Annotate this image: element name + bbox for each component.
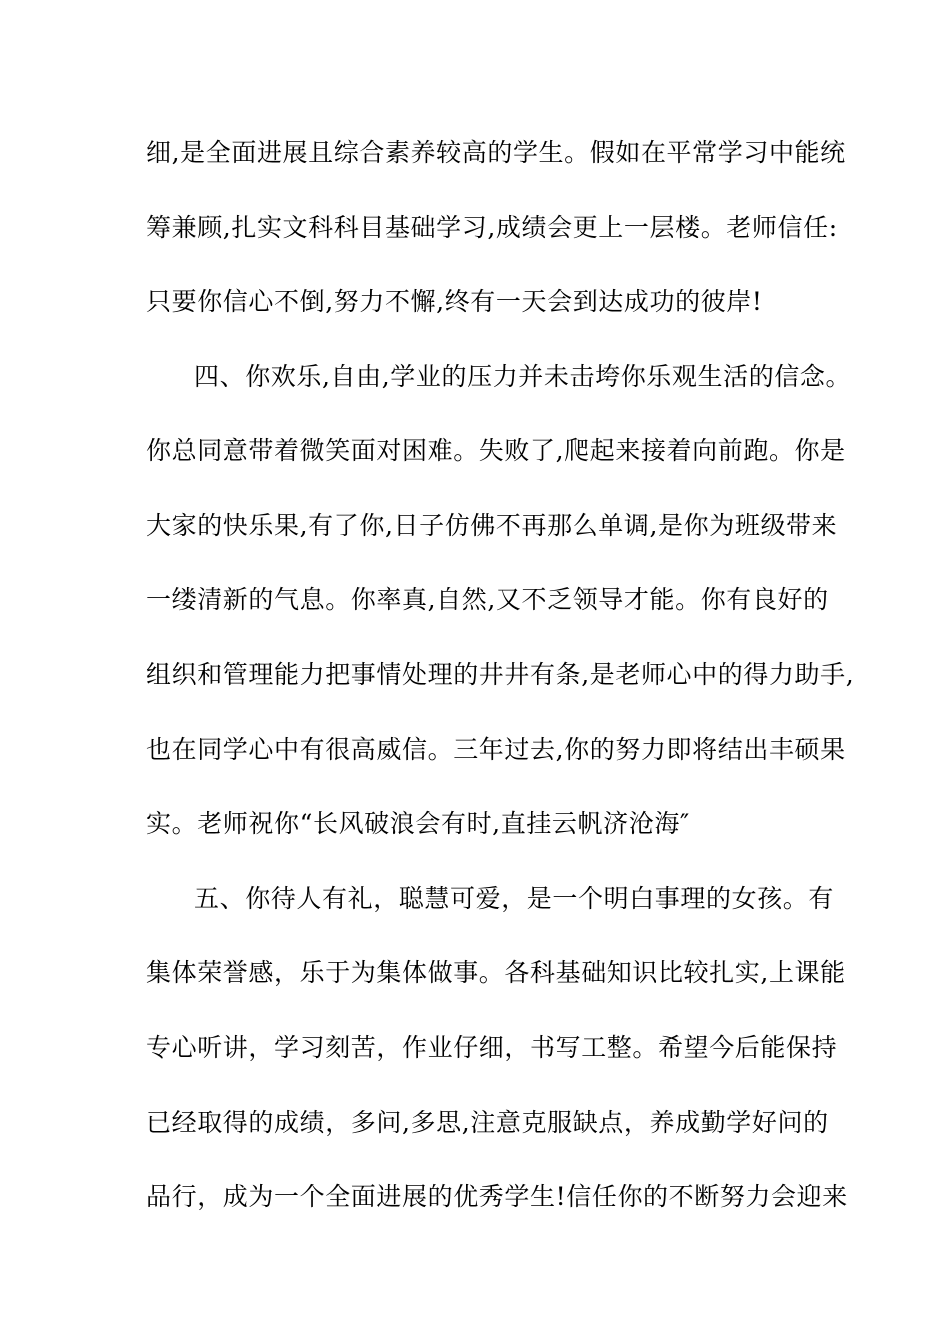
text-line: 筹兼顾,扎实文科科目基础学习,成绩会更上一层楼。老师信任: xyxy=(146,213,838,242)
text-line: 你总同意带着微笑面对困难。失败了,爬起来接着向前跑。你是 xyxy=(146,436,846,465)
text-line: 专心听讲，学习刻苦，作业仔细，书写工整。希望今后能保持 xyxy=(146,1033,838,1062)
text-line: 也在同学心中有很高威信。三年过去,你的努力即将结出丰硕果 xyxy=(146,735,846,764)
text-line: 实。老师祝你“长风破浪会有时,直挂云帆济沧海″ xyxy=(146,809,690,838)
text-line: 大家的快乐果,有了你,日子仿佛不再那么单调,是你为班级带来 xyxy=(146,511,838,540)
text-line: 已经取得的成绩，多问,多思,注意克服缺点，养成勤学好问的 xyxy=(146,1108,829,1137)
text-line: 细,是全面进展且综合素养较高的学生。假如在平常学习中能统 xyxy=(146,138,846,167)
text-line: 集体荣誉感，乐于为集体做事。各科基础知识比较扎实,上课能 xyxy=(146,958,846,987)
text-line: 只要你信心不倒,努力不懈,终有一天会到达成功的彼岸! xyxy=(146,287,763,316)
text-line: 组织和管理能力把事情处理的井井有条,是老师心中的得力助手, xyxy=(146,660,855,689)
paragraph-4-first-line: 四、你欢乐,自由,学业的压力并未击垮你乐观生活的信念。 xyxy=(194,362,852,391)
text-line: 一缕清新的气息。你率真,自然,又不乏领导才能。你有良好的 xyxy=(146,585,829,614)
paragraph-5-first-line: 五、你待人有礼，聪慧可爱，是一个明白事理的女孩。有 xyxy=(194,884,835,913)
text-line: 品行，成为一个全面进展的优秀学生!信任你的不断努力会迎来 xyxy=(146,1182,848,1211)
